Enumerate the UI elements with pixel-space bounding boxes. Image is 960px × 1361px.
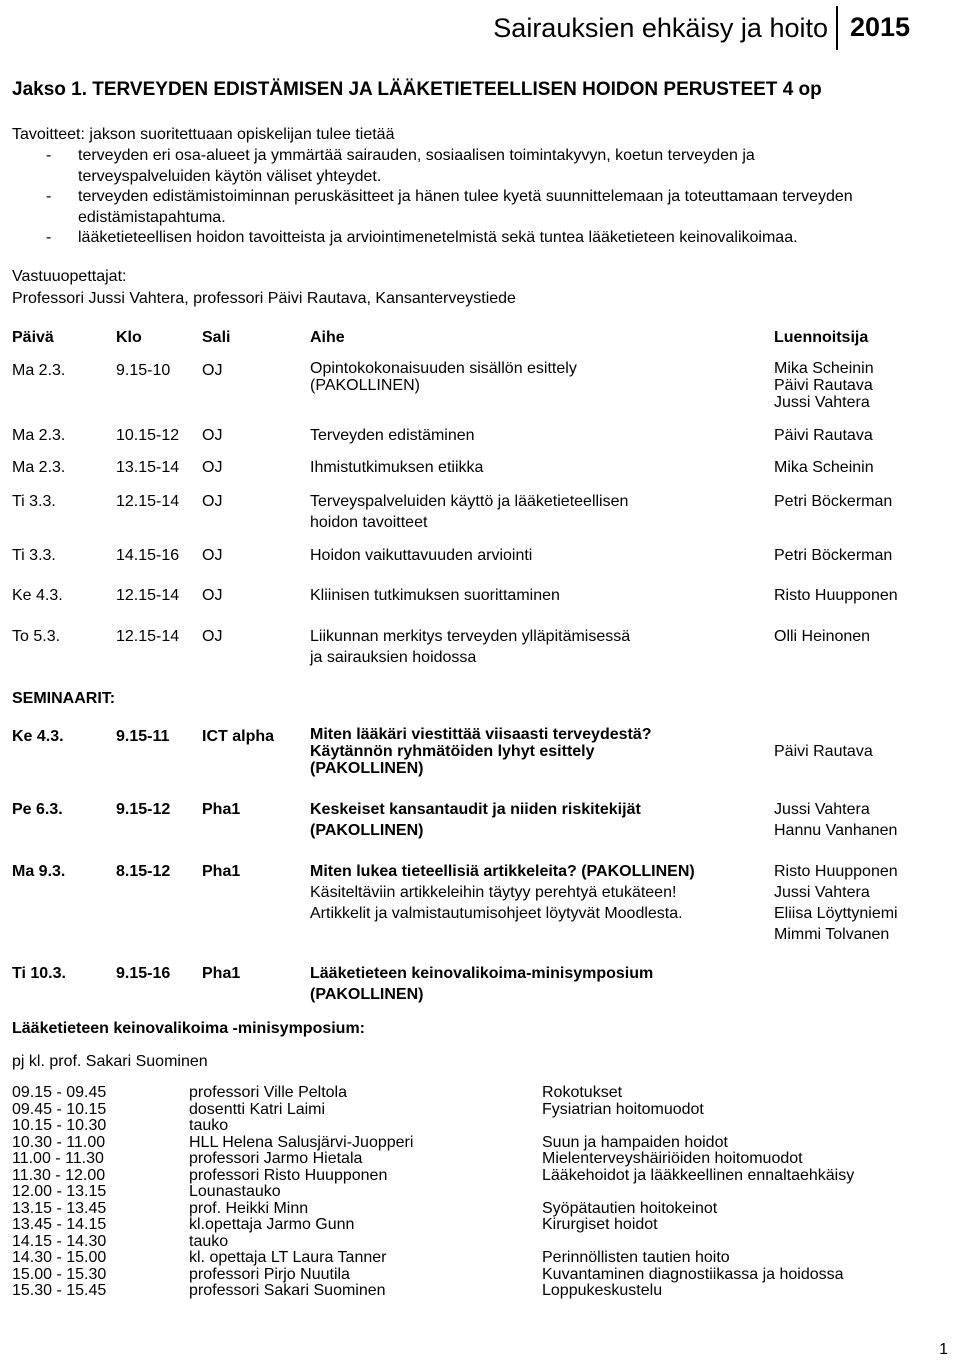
lecture-topic-line: Terveyspalveluiden käyttö ja lääketieteellisen (310, 493, 629, 510)
lecture-room: OJ (202, 493, 223, 510)
symposium-speaker: professori Jarmo Hietala (189, 1150, 363, 1167)
symposium-speaker: HLL Helena Salusjärvi-Juopperi (189, 1133, 414, 1151)
seminar-time: 8.15-12 (116, 863, 171, 880)
lecturer-name: Jussi Vahtera (774, 801, 870, 818)
lecture-topic: Terveyden edistäminen (310, 427, 475, 444)
symposium-speaker: prof. Heikki Minn (189, 1199, 309, 1217)
lecture-time: 13.15-14 (116, 459, 180, 476)
seminar-room: Pha1 (202, 801, 241, 818)
lecture-topic-line: hoidon tavoitteet (310, 514, 428, 531)
lecturer-name: Mika Scheinin (774, 360, 874, 377)
goal-bullet-line: terveyspalveluiden käytön väliset yhteydet. (78, 168, 382, 185)
lecture-topic (310, 626, 630, 668)
lecturer-name: Mika Scheinin (774, 459, 874, 476)
document-header-title: Sairauksien ehkäisy ja hoito (493, 13, 828, 43)
goals-label: Tavoitteet: (12, 126, 85, 143)
lecture-time: 12.15-14 (116, 628, 180, 645)
symposium-title: Lääketieteen keinovalikoima -minisymposium: (12, 1020, 366, 1037)
seminar-topic-line: (PAKOLLINEN) (310, 760, 424, 777)
lecture-topic: Kliinisen tutkimuksen suorittaminen (310, 587, 560, 604)
header-lecturer: Luennoitsija (774, 329, 869, 346)
symposium-topic: Loppukeskustelu (542, 1282, 663, 1299)
symposium-time: 14.30 - 15.00 (12, 1249, 107, 1266)
lecture-room: OJ (202, 587, 223, 604)
seminar-day: Ti 10.3. (12, 965, 66, 982)
seminar-note: Artikkelit ja valmistautumisohjeet löytyvät Moodlesta. (310, 905, 683, 922)
symposium-time: 13.15 - 13.45 (12, 1199, 107, 1217)
lecture-time: 14.15-16 (116, 547, 180, 564)
seminar-topic (310, 726, 652, 777)
lecture-day: Ma 2.3. (12, 459, 66, 476)
lecturer-name: Päivi Rautava (774, 427, 873, 444)
bullet-dash: - (46, 147, 52, 164)
symposium-time: 15.00 - 15.30 (12, 1265, 107, 1283)
symposium-speaker: kl.opettaja Jarmo Gunn (189, 1216, 355, 1233)
lecture-time: 9.15-10 (116, 362, 171, 379)
seminar-topic-line: (PAKOLLINEN) (310, 822, 424, 839)
symposium-speaker: kl. opettaja LT Laura Tanner (189, 1249, 387, 1266)
symposium-time: 11.30 - 12.00 (12, 1166, 106, 1184)
lecture-day: Ma 2.3. (12, 427, 66, 444)
goal-bullet-line: lääketieteellisen hoidon tavoitteista ja arviointimenetelmistä sekä tuntea lääketieteen keinovalikoimaa. (78, 229, 798, 246)
header-day: Päivä (12, 329, 54, 346)
seminar-lecturers (774, 799, 897, 841)
seminar-topic-line: Lääketieteen keinovalikoima-minisymposium (310, 965, 654, 982)
symposium-speaker: Lounastauko (189, 1183, 281, 1200)
responsible-text: Professori Jussi Vahtera, professori Päivi Rautava, Kansanterveystiede (12, 290, 516, 307)
bullet-dash: - (46, 188, 52, 205)
seminars-title: SEMINAARIT: (12, 690, 116, 707)
symposium-chair: pj kl. prof. Sakari Suominen (12, 1053, 208, 1070)
page-number: 1 (939, 1341, 948, 1358)
bullet-dash: - (46, 229, 52, 246)
lecture-topic: Hoidon vaikuttavuuden arviointi (310, 547, 533, 564)
lecturer-name: Olli Heinonen (774, 628, 871, 645)
symposium-time: 11.00 - 11.30 (12, 1150, 104, 1167)
symposium-topic: Mielenterveyshäiriöiden hoitomuodot (542, 1150, 803, 1167)
symposium-topic: Kirurgiset hoidot (542, 1216, 658, 1233)
lecturer-name: Risto Huupponen (774, 587, 898, 604)
lecture-day: To 5.3. (12, 628, 61, 645)
lecturer-name: Petri Böckerman (774, 547, 893, 564)
lecture-topic: Ihmistutkimuksen etiikka (310, 459, 484, 476)
lecture-room: OJ (202, 459, 223, 476)
lecturer-name: Päivi Rautava (774, 743, 873, 760)
lecture-room: OJ (202, 547, 223, 564)
symposium-time: 09.45 - 10.15 (12, 1100, 107, 1118)
symposium-topic: Rokotukset (542, 1084, 623, 1101)
symposium-speaker: tauko (189, 1232, 229, 1250)
seminar-note: Käsiteltäviin artikkeleihin täytyy perehtyä etukäteen! (310, 884, 677, 901)
symposium-time: 15.30 - 15.45 (12, 1282, 107, 1299)
symposium-speaker: professori Risto Huupponen (189, 1166, 388, 1184)
seminar-lecturers (774, 861, 898, 945)
symposium-time: 10.15 - 10.30 (12, 1117, 107, 1134)
symposium-speaker: professori Ville Peltola (189, 1084, 348, 1101)
seminar-room: Pha1 (202, 965, 241, 982)
symposium-speaker: professori Sakari Suominen (189, 1282, 386, 1299)
lecturer-name: Petri Böckerman (774, 493, 893, 510)
section-title: Jakso 1. TERVEYDEN EDISTÄMISEN JA LÄÄKETIETEELLISEN HOIDON PERUSTEET 4 op (12, 79, 822, 100)
header-room: Sali (202, 329, 231, 346)
symposium-topic: Lääkehoidot ja lääkkeellinen ennaltaehkäisy (542, 1166, 855, 1184)
seminar-topic (310, 861, 695, 924)
lecturer-name: Mimmi Tolvanen (774, 926, 890, 943)
header-topic: Aihe (310, 329, 345, 346)
symposium-topic: Kuvantaminen diagnostiikassa ja hoidossa (542, 1265, 844, 1283)
lecture-room: OJ (202, 427, 223, 444)
responsible-label: Vastuuopettajat: (12, 268, 127, 285)
seminar-topic-line: Käytännön ryhmätöiden lyhyt esittely (310, 743, 595, 760)
lecture-lecturers (774, 360, 874, 411)
seminar-topic (310, 799, 641, 841)
lecturer-name: Risto Huupponen (774, 863, 898, 880)
symposium-topic: Perinnöllisten tautien hoito (542, 1249, 730, 1266)
seminar-time: 9.15-11 (116, 728, 170, 745)
symposium-topic: Syöpätautien hoitokeinot (542, 1199, 718, 1217)
goal-bullet-line: edistämistapahtuma. (78, 209, 226, 226)
symposium-time: 14.15 - 14.30 (12, 1232, 107, 1250)
seminar-room: ICT alpha (202, 728, 275, 745)
lecturer-name: Jussi Vahtera (774, 884, 870, 901)
symposium-topic: Fysiatrian hoitomuodot (542, 1100, 704, 1118)
lecture-time: 12.15-14 (116, 493, 180, 510)
seminar-room: Pha1 (202, 863, 241, 880)
lecture-topic-line: ja sairauksien hoidossa (310, 649, 477, 666)
header-divider (836, 6, 838, 50)
lecturer-name (774, 726, 873, 743)
symposium-speaker: dosentti Katri Laimi (189, 1100, 326, 1118)
goals-intro-line (12, 124, 394, 145)
goal-bullet-line: terveyden eri osa-alueet ja ymmärtää sairauden, sosiaalisen toimintakyvyn, koetun terveyden ja (78, 147, 755, 164)
symposium-time: 13.45 - 14.15 (12, 1216, 107, 1233)
lecture-day: Ti 3.3. (12, 547, 56, 564)
goal-bullet-line: terveyden edistämistoiminnan peruskäsitteet ja hänen tulee kyetä suunnittelemaan ja toteuttamaan terveyden (78, 188, 853, 205)
lecture-time: 10.15-12 (116, 427, 180, 444)
lecture-day: Ma 2.3. (12, 362, 66, 379)
lecture-topic (310, 360, 577, 394)
seminar-topic-line: Miten lääkäri viestittää viisaasti terveydestä? (310, 726, 652, 743)
lecture-time: 12.15-14 (116, 587, 180, 604)
lecturer-name: Jussi Vahtera (774, 394, 870, 411)
lecture-day: Ti 3.3. (12, 493, 56, 510)
lecturer-name: Hannu Vanhanen (774, 822, 898, 839)
seminar-day: Ke 4.3. (12, 728, 64, 745)
lecture-room: OJ (202, 362, 223, 379)
seminar-topic-line: Keskeiset kansantaudit ja niiden riskitekijät (310, 801, 641, 818)
lecture-topic-line: Opintokokonaisuuden sisällön esittely (310, 360, 577, 377)
goals-intro: jakson suoritettuaan opiskelijan tulee tietää (84, 126, 395, 143)
header-time: Klo (116, 329, 142, 346)
seminar-topic-line: Miten lukea tieteellisiä artikkeleita? (PAKOLLINEN) (310, 863, 695, 880)
seminar-day: Ma 9.3. (12, 863, 66, 880)
symposium-time: 12.00 - 13.15 (12, 1183, 107, 1200)
seminar-topic-line: (PAKOLLINEN) (310, 986, 424, 1003)
lecturer-name: Päivi Rautava (774, 377, 873, 394)
lecture-topic (310, 491, 628, 533)
symposium-topic: Suun ja hampaiden hoidot (542, 1133, 728, 1151)
symposium-speaker: tauko (189, 1117, 229, 1134)
lecture-room: OJ (202, 628, 223, 645)
seminar-lecturers (774, 726, 873, 760)
seminar-topic (310, 963, 653, 1005)
lecture-topic-line: (PAKOLLINEN) (310, 377, 420, 394)
lecture-day: Ke 4.3. (12, 587, 63, 604)
symposium-speaker: professori Pirjo Nuutila (189, 1265, 350, 1283)
lecture-topic-line: Liikunnan merkitys terveyden ylläpitämisessä (310, 628, 631, 645)
symposium-time: 10.30 - 11.00 (12, 1133, 106, 1151)
symposium-time: 09.15 - 09.45 (12, 1084, 107, 1101)
document-header-year: 2015 (850, 12, 911, 42)
seminar-day: Pe 6.3. (12, 801, 63, 818)
lecturer-name: Eliisa Löyttyniemi (774, 905, 898, 922)
seminar-time: 9.15-12 (116, 801, 171, 818)
seminar-time: 9.15-16 (116, 965, 171, 982)
